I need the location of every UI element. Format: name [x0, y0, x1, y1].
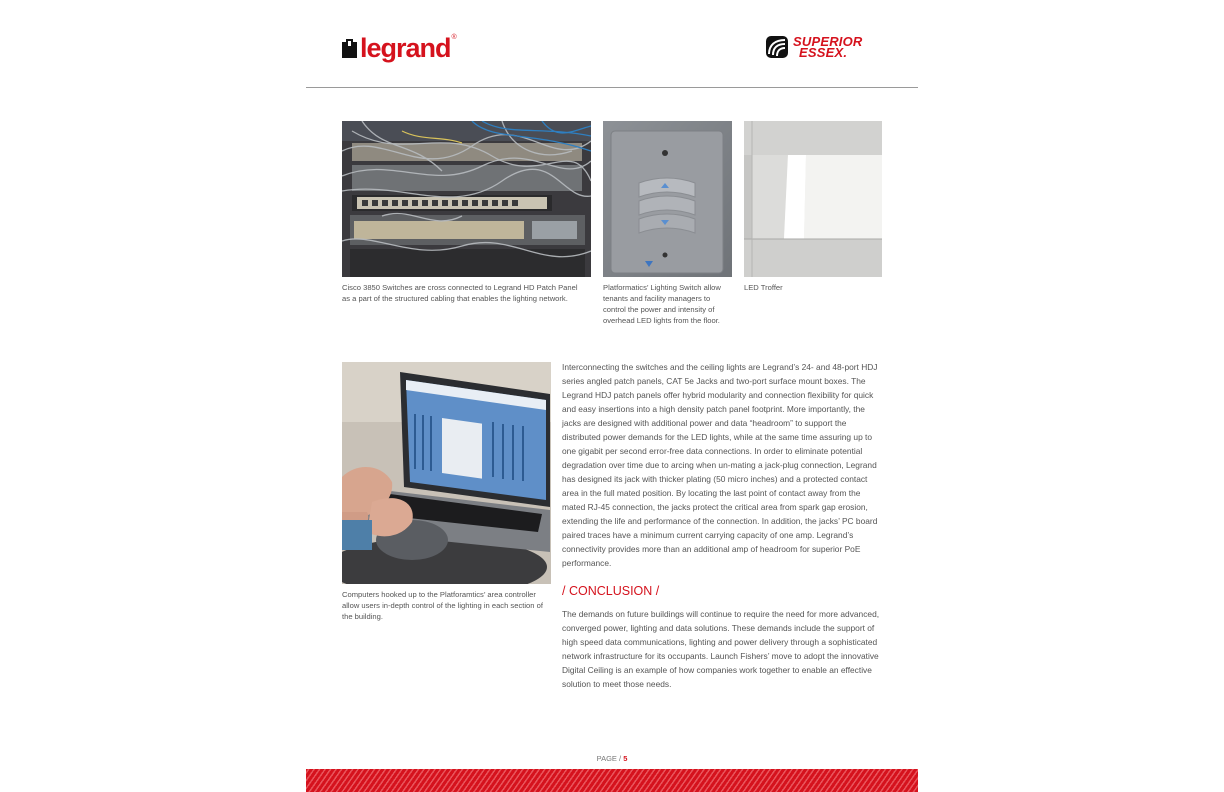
registered-mark: ® [451, 34, 457, 41]
patch-panel-caption: Cisco 3850 Switches are cross connected to Legrand HD Patch Panel as a part of the structured cabling that enables the lighting network. [342, 283, 578, 303]
patch-panel-photo [342, 121, 591, 277]
legrand-logo-text: legrand [360, 33, 451, 63]
conclusion-heading: / CONCLUSION / [562, 584, 660, 598]
lighting-switch-photo [603, 121, 732, 277]
superior-essex-logo-text: SUPERIOR ESSEX. [793, 34, 863, 60]
legrand-logo-icon [342, 39, 357, 58]
body-paragraph-2: The demands on future buildings will continue to require the need for more advanced, converged power, lighting and data solutions. These demands include the support of high speed data communications, lighting and power delivery through a sophisticated network infrastructure for its occupants. Launch Fishers’ move to adopt the innovative Digital Ceiling is an example of how companies work together to enable an effective solution to meet those needs. [562, 609, 880, 689]
led-troffer-photo [744, 121, 882, 277]
legrand-logo [342, 34, 457, 62]
header-divider [306, 87, 918, 88]
page-number: PAGE / 5 [596, 754, 628, 763]
laptop-photo [342, 362, 551, 584]
lighting-switch-caption: Platformatics’ Lighting Switch allow tenants and facility managers to control the power and intensity of overhead LED lights from the floor. [603, 283, 721, 325]
laptop-caption: Computers hooked up to the Platforamtics’ area controller allow users in-depth control of the lighting in each section of the building. [342, 590, 543, 621]
led-troffer-caption: LED Troffer [744, 283, 783, 292]
superior-essex-logo-icon [764, 35, 790, 59]
document-page [306, 0, 918, 792]
footer-stripe [306, 769, 918, 792]
body-paragraph-1: Interconnecting the switches and the ceiling lights are Legrand’s 24- and 48-port HDJ series angled patch panels, CAT 5e Jacks and two-port surface mount boxes. The Legrand HDJ patch panels offer hybrid modularity and connection flexibility for quick and easy insertions into a high density patch panel footprint. More importantly, the jacks are designed with additional power and data “headroom” to support the distributed power demands for the LED lights, while at the same time assuring up to one gigabit per second error-free data connections. In order to eliminate potential degradation over time due to arcing when un-mating a jack-plug connection, Legrand has designed its jack with thicker plating (50 micro inches) and a protected contact area in the full mated position. By locating the last point of contact away from the mated RJ-45 connection, the jacks protect the critical area from spark gap erosion, extending the life and performance of the connection. In addition, the jacks’ PC board paired traces have a minimum current carrying capacity of one amp. Legrand’s connectivity provides more than an additional amp of headroom for superior PoE performance. [562, 362, 878, 568]
superior-essex-logo [764, 35, 863, 59]
